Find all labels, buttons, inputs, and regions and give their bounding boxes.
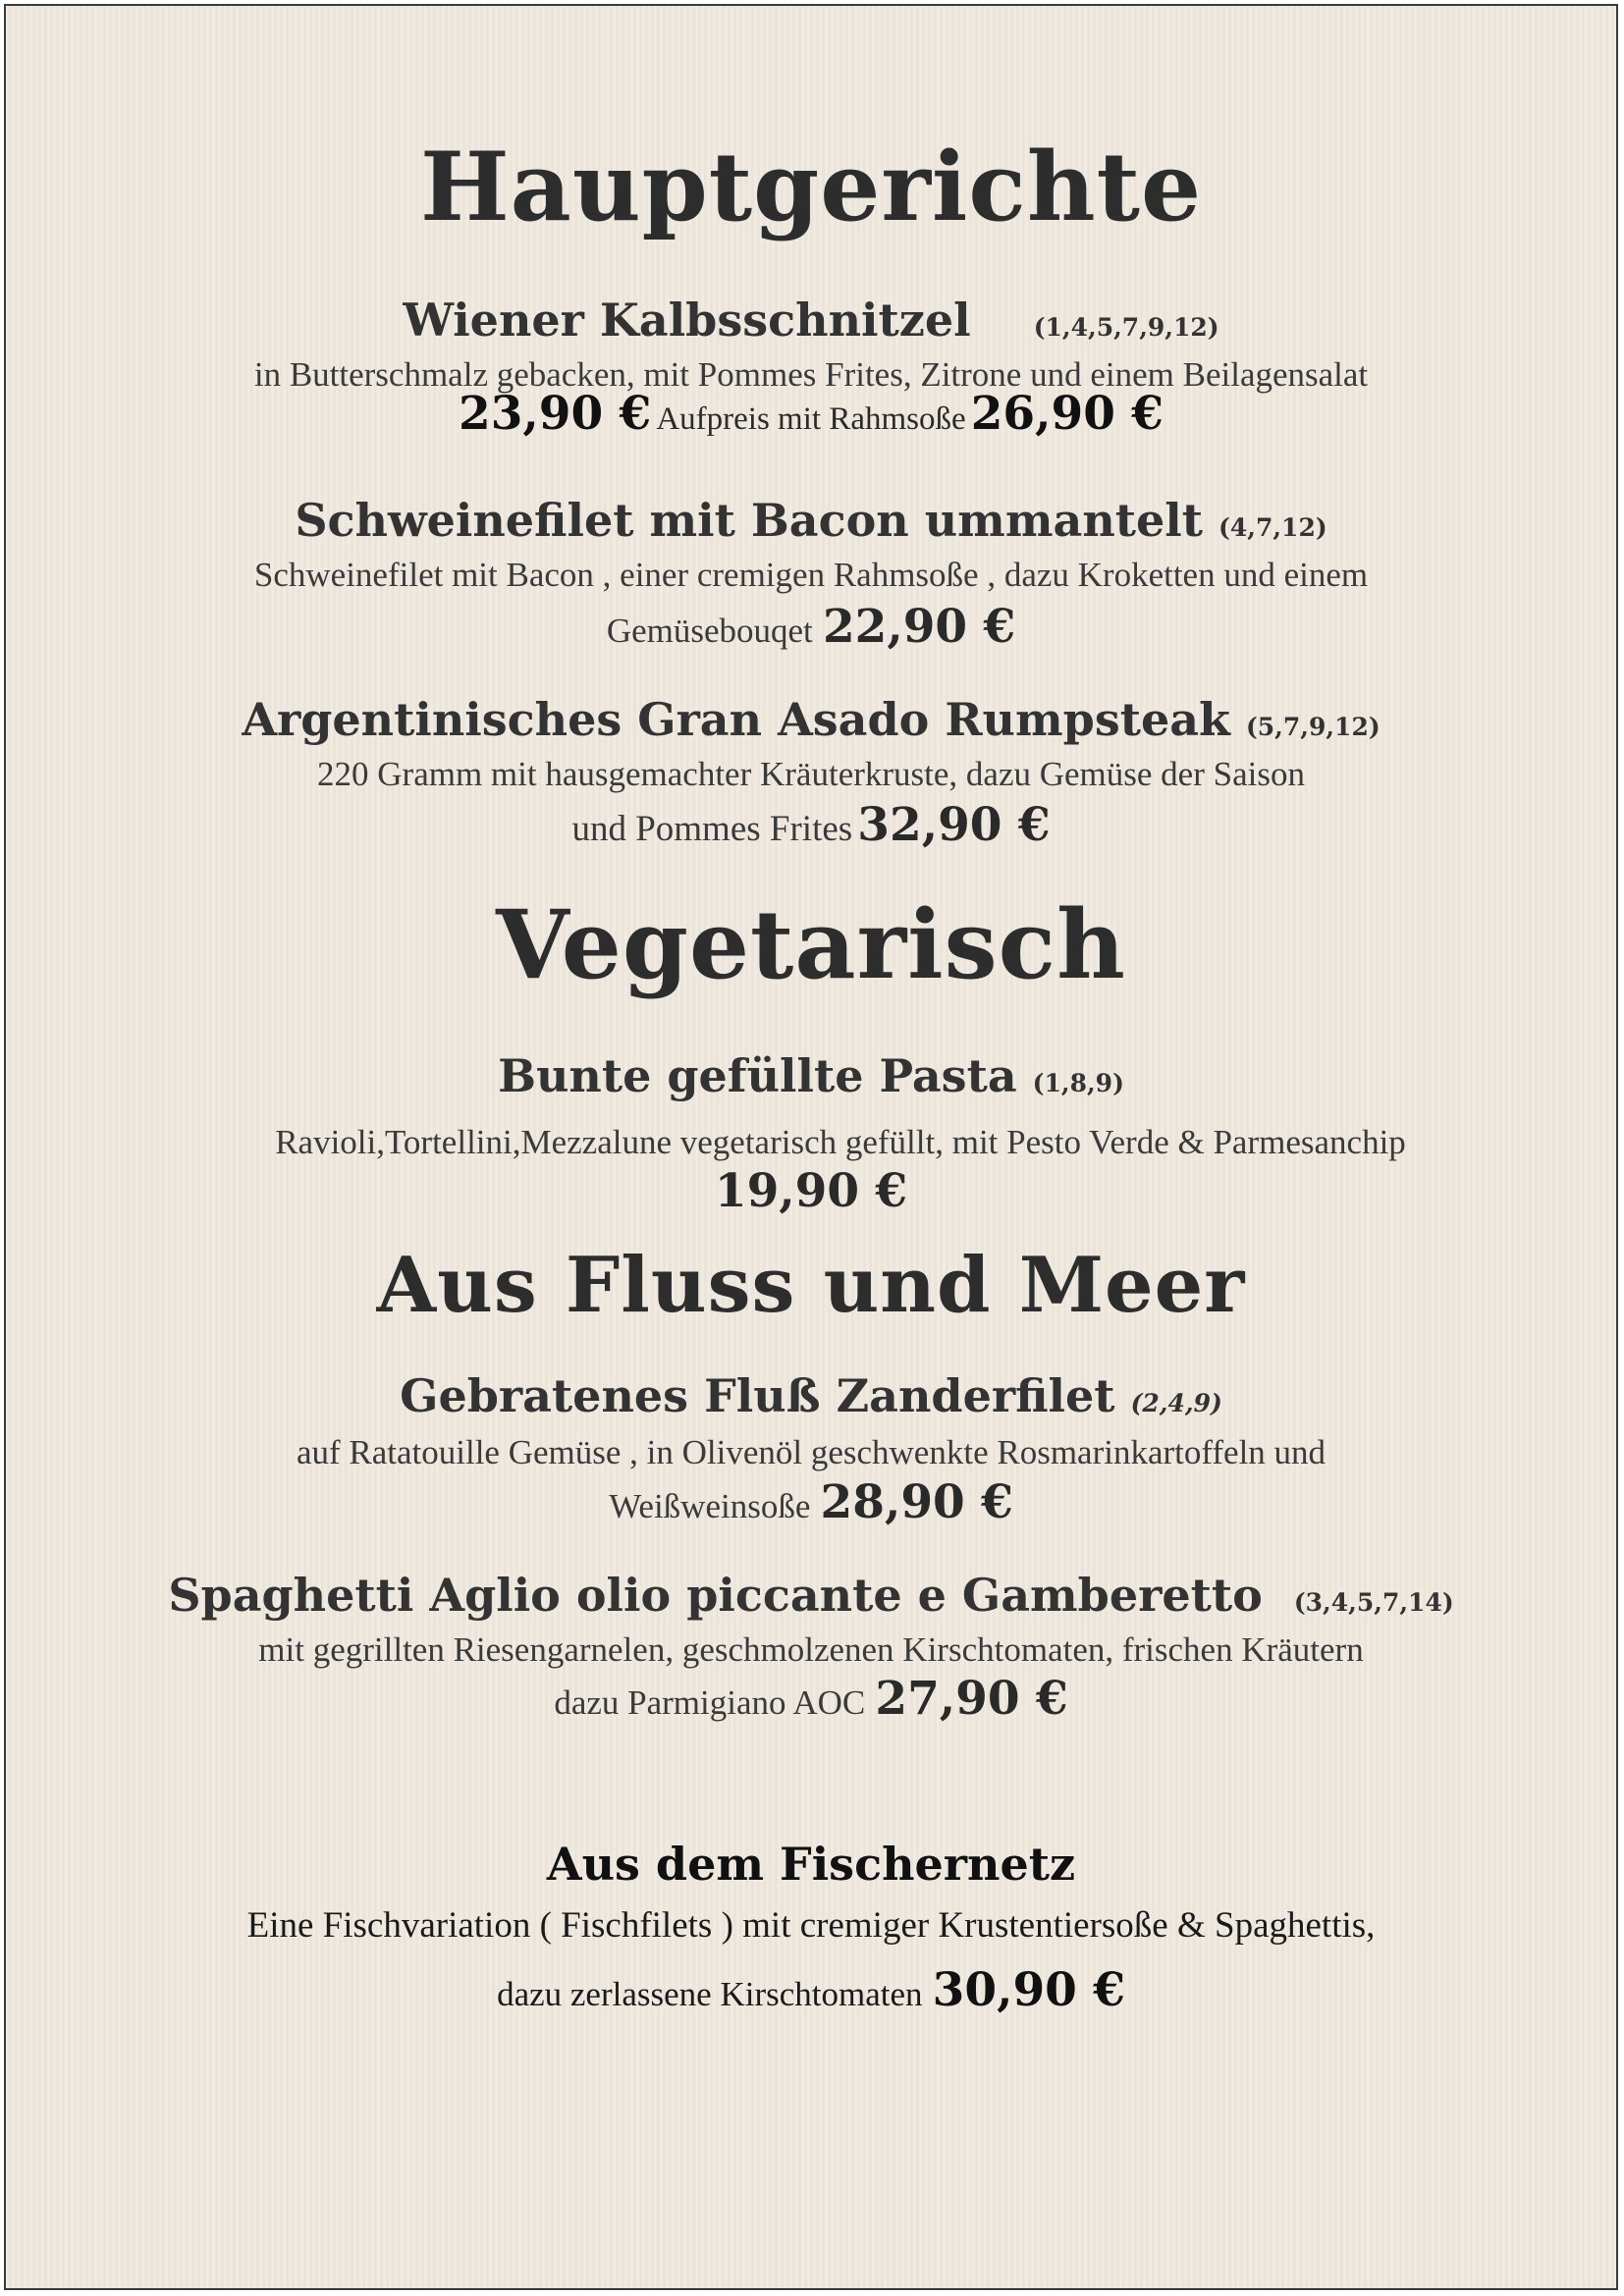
dish-title-zanderfilet [6,1369,1616,1423]
dish-description-text: und Pommes Frites [571,809,853,849]
dish-price: 32,90 € [857,798,1051,852]
dish-price: 27,90 € [875,1672,1068,1726]
price-line [6,1963,1616,2018]
menu-page [4,4,1618,2290]
dish-title-schweinefilet [6,494,1616,548]
section-title-hauptgerichte [6,133,1616,241]
dish-description-text: Gemüsebouqet [606,612,813,650]
dish-title-bunte-pasta [6,1049,1616,1103]
dish-description [6,1629,1616,1672]
section-title-text: Vegetarisch [496,889,1126,1000]
dish-description-text: in Butterschmalz gebacken, mit Pommes Frites, Zitrone und einem Beilagensalat [253,355,1369,394]
price-line [6,1672,1616,1727]
dish-description [6,1903,1616,1949]
dish-description [6,554,1616,597]
dish-price: 23,90 € [459,387,652,441]
allergen-codes: (5,7,9,12) [1245,713,1380,741]
dish-description-text: dazu Parmigiano AOC [554,1683,866,1722]
section-title-vegetarisch [6,891,1616,999]
dish-description-text: 220 Gramm mit hausgemachter Kräuterkruste, dazu Gemüse der Saison [317,755,1305,793]
dish-name: Bunte gefüllte Pasta [498,1049,1017,1102]
dish-description-text: mit gegrillten Riesengarnelen, geschmolzenen Kirschtomaten, frischen Kräutern [258,1630,1364,1669]
dish-name: Spaghetti Aglio olio piccante e Gamberetto [168,1569,1263,1622]
dish-description-text: Schweinefilet mit Bacon , einer cremigen Rahmsoße , dazu Kroketten und einem [253,556,1369,594]
allergen-codes: (3,4,5,7,14) [1293,1588,1454,1617]
dish-name: Argentinisches Gran Asado Rumpsteak [242,693,1230,746]
price-line [6,600,1616,655]
section-title-aus-fluss-und-meer [6,1242,1616,1330]
price-line [6,1475,1616,1530]
dish-name: Wiener Kalbsschnitzel [403,294,971,347]
dish-price: 19,90 € [714,1164,908,1218]
dish-description-text: Weißweinsoße [609,1487,811,1525]
allergen-codes: (2,4,9) [1130,1389,1222,1417]
dish-name: Aus dem Fischernetz [546,1838,1076,1891]
dish-description [6,753,1616,796]
price-line [6,1164,1616,1219]
section-title-text: Hauptgerichte [419,132,1203,242]
allergen-codes: (4,7,12) [1218,513,1327,542]
dish-title-wiener-kalbsschnitzel [6,294,1616,347]
surcharge-label: Aufpreis mit Rahmsoße [656,401,966,437]
price-line [6,798,1616,853]
dish-name: Schweinefilet mit Bacon ummantelt [295,494,1204,547]
dish-price: 22,90 € [822,600,1016,654]
dish-description [6,1121,1616,1164]
allergen-codes: (1,4,5,7,9,12) [1033,313,1219,342]
dish-price: 30,90 € [932,1963,1125,2017]
surcharge-price: 26,90 € [970,387,1164,441]
section-title-text: Aus Fluss und Meer [376,1241,1246,1330]
dish-name: Gebratenes Fluß Zanderfilet [400,1369,1115,1422]
price-line [6,387,1616,442]
dish-price: 28,90 € [820,1475,1013,1529]
dish-title-rumpsteak [6,693,1616,747]
dish-description-text: Ravioli,Tortellini,Mezzalune vegetarisch gefüllt, mit Pesto Verde & Parmesanchip [275,1123,1406,1161]
dish-description-text: auf Ratatouille Gemüse , in Olivenöl geschwenkte Rosmarinkartoffeln und [296,1433,1326,1471]
dish-title-fischernetz [6,1838,1616,1892]
dish-description-text: dazu zerlassene Kirschtomaten [497,1975,923,2013]
dish-title-spaghetti-gamberetto [6,1569,1616,1623]
dish-description [6,1431,1616,1474]
allergen-codes: (1,8,9) [1032,1069,1124,1097]
dish-description-text: Eine Fischvariation ( Fischfilets ) mit cremiger Krustentiersoße & Spaghettis, [246,1905,1376,1946]
